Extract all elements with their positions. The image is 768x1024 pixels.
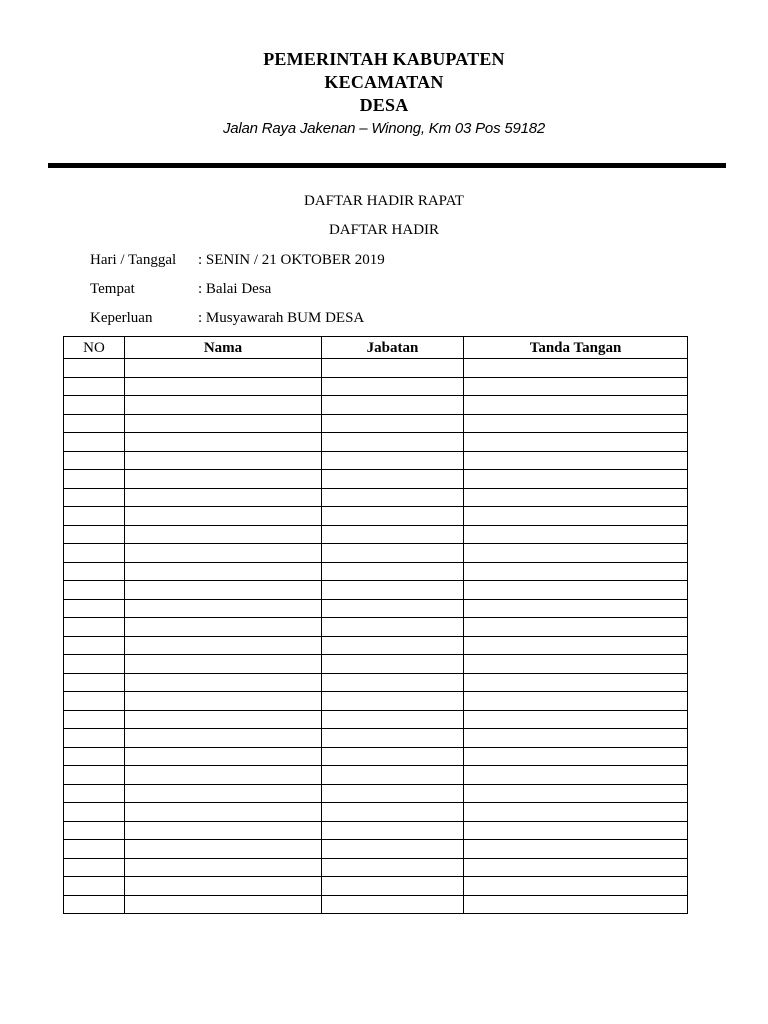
cell-position: [322, 470, 464, 489]
column-header-signature: Tanda Tangan: [464, 337, 688, 359]
table-row: [64, 470, 688, 489]
attendance-table: [63, 336, 688, 914]
cell-position: [322, 877, 464, 896]
cell-no: [64, 599, 125, 618]
cell-no: [64, 784, 125, 803]
cell-signature: [464, 581, 688, 600]
document-title: DAFTAR HADIR RAPAT: [304, 193, 464, 209]
table-row: [64, 544, 688, 563]
attendance-rows: [64, 359, 688, 914]
cell-position: [322, 729, 464, 748]
cell-name: [125, 618, 322, 637]
cell-signature: [464, 544, 688, 563]
cell-signature: [464, 451, 688, 470]
cell-signature: [464, 507, 688, 526]
cell-position: [322, 766, 464, 785]
cell-signature: [464, 618, 688, 637]
cell-signature: [464, 488, 688, 507]
cell-signature: [464, 655, 688, 674]
table-row: [64, 618, 688, 637]
cell-position: [322, 488, 464, 507]
cell-position: [322, 673, 464, 692]
cell-no: [64, 525, 125, 544]
cell-position: [322, 655, 464, 674]
table-row: [64, 784, 688, 803]
letterhead: [0, 48, 768, 140]
letterhead-government: PEMERINTAH KABUPATEN: [263, 49, 505, 69]
cell-position: [322, 784, 464, 803]
meeting-date-value: : SENIN / 21 OKTOBER 2019: [198, 252, 385, 268]
table-row: [64, 821, 688, 840]
cell-position: [322, 544, 464, 563]
cell-signature: [464, 562, 688, 581]
table-row: [64, 655, 688, 674]
cell-signature: [464, 877, 688, 896]
meeting-purpose-row: [90, 306, 385, 335]
cell-position: [322, 359, 464, 378]
cell-position: [322, 747, 464, 766]
table-row: [64, 858, 688, 877]
table-row: [64, 599, 688, 618]
table-row: [64, 747, 688, 766]
cell-signature: [464, 784, 688, 803]
cell-signature: [464, 396, 688, 415]
cell-no: [64, 858, 125, 877]
cell-name: [125, 877, 322, 896]
cell-no: [64, 581, 125, 600]
letterhead-address: Jalan Raya Jakenan – Winong, Km 03 Pos 59182: [222, 120, 546, 137]
cell-name: [125, 451, 322, 470]
cell-signature: [464, 525, 688, 544]
cell-signature: [464, 377, 688, 396]
cell-position: [322, 710, 464, 729]
cell-name: [125, 377, 322, 396]
cell-position: [322, 821, 464, 840]
cell-signature: [464, 673, 688, 692]
cell-no: [64, 636, 125, 655]
meeting-purpose-value: : Musyawarah BUM DESA: [198, 310, 365, 326]
cell-signature: [464, 729, 688, 748]
cell-position: [322, 525, 464, 544]
cell-signature: [464, 803, 688, 822]
cell-name: [125, 581, 322, 600]
cell-name: [125, 488, 322, 507]
table-row: [64, 673, 688, 692]
letterhead-divider: [48, 163, 726, 168]
cell-name: [125, 470, 322, 489]
table-row: [64, 636, 688, 655]
table-row: [64, 433, 688, 452]
cell-position: [322, 692, 464, 711]
cell-no: [64, 710, 125, 729]
meeting-purpose-label: Keperluan: [90, 310, 153, 326]
cell-name: [125, 729, 322, 748]
meeting-date-row: [90, 248, 385, 277]
cell-position: [322, 895, 464, 914]
table-row: [64, 488, 688, 507]
cell-name: [125, 433, 322, 452]
table-row: [64, 525, 688, 544]
cell-no: [64, 433, 125, 452]
cell-signature: [464, 599, 688, 618]
cell-name: [125, 803, 322, 822]
cell-name: [125, 655, 322, 674]
cell-name: [125, 525, 322, 544]
cell-name: [125, 673, 322, 692]
cell-no: [64, 377, 125, 396]
meeting-place-value: : Balai Desa: [198, 281, 272, 297]
cell-position: [322, 636, 464, 655]
column-header-name: Nama: [125, 337, 322, 359]
table-row: [64, 803, 688, 822]
cell-name: [125, 766, 322, 785]
cell-no: [64, 618, 125, 637]
cell-signature: [464, 747, 688, 766]
table-row: [64, 895, 688, 914]
cell-position: [322, 433, 464, 452]
meeting-details: [90, 248, 385, 335]
cell-signature: [464, 821, 688, 840]
cell-position: [322, 507, 464, 526]
attendance-header-row: [64, 337, 688, 359]
cell-no: [64, 359, 125, 378]
cell-name: [125, 895, 322, 914]
cell-name: [125, 784, 322, 803]
cell-no: [64, 544, 125, 563]
cell-position: [322, 396, 464, 415]
column-header-no: NO: [64, 337, 125, 359]
table-row: [64, 414, 688, 433]
cell-no: [64, 673, 125, 692]
cell-no: [64, 451, 125, 470]
cell-name: [125, 359, 322, 378]
cell-name: [125, 562, 322, 581]
meeting-place-label: Tempat: [90, 281, 135, 297]
cell-name: [125, 821, 322, 840]
cell-signature: [464, 470, 688, 489]
cell-signature: [464, 359, 688, 378]
cell-position: [322, 803, 464, 822]
cell-no: [64, 877, 125, 896]
table-row: [64, 359, 688, 378]
table-row: [64, 729, 688, 748]
cell-signature: [464, 692, 688, 711]
cell-signature: [464, 414, 688, 433]
cell-signature: [464, 433, 688, 452]
cell-position: [322, 414, 464, 433]
table-row: [64, 692, 688, 711]
cell-no: [64, 729, 125, 748]
cell-no: [64, 655, 125, 674]
cell-position: [322, 377, 464, 396]
meeting-place-row: [90, 277, 385, 306]
column-header-position: Jabatan: [322, 337, 464, 359]
cell-name: [125, 840, 322, 859]
cell-name: [125, 544, 322, 563]
cell-name: [125, 396, 322, 415]
meeting-date-label: Hari / Tanggal: [90, 252, 177, 268]
cell-position: [322, 858, 464, 877]
cell-no: [64, 766, 125, 785]
cell-no: [64, 396, 125, 415]
cell-position: [322, 599, 464, 618]
cell-no: [64, 488, 125, 507]
cell-signature: [464, 858, 688, 877]
cell-no: [64, 414, 125, 433]
cell-no: [64, 895, 125, 914]
cell-no: [64, 821, 125, 840]
cell-name: [125, 747, 322, 766]
cell-name: [125, 414, 322, 433]
table-row: [64, 451, 688, 470]
table-row: [64, 562, 688, 581]
cell-position: [322, 451, 464, 470]
table-row: [64, 840, 688, 859]
letterhead-village: DESA: [359, 95, 409, 115]
table-row: [64, 507, 688, 526]
cell-name: [125, 710, 322, 729]
cell-position: [322, 562, 464, 581]
letterhead-district: KECAMATAN: [324, 72, 444, 92]
document-titles: [0, 190, 768, 248]
cell-no: [64, 692, 125, 711]
cell-no: [64, 562, 125, 581]
cell-signature: [464, 895, 688, 914]
cell-position: [322, 840, 464, 859]
cell-no: [64, 470, 125, 489]
document-subtitle: DAFTAR HADIR: [328, 222, 440, 238]
cell-position: [322, 618, 464, 637]
cell-name: [125, 858, 322, 877]
cell-name: [125, 599, 322, 618]
cell-name: [125, 692, 322, 711]
table-row: [64, 766, 688, 785]
cell-no: [64, 840, 125, 859]
cell-no: [64, 507, 125, 526]
cell-signature: [464, 710, 688, 729]
table-row: [64, 396, 688, 415]
table-row: [64, 877, 688, 896]
cell-name: [125, 636, 322, 655]
cell-no: [64, 747, 125, 766]
table-row: [64, 581, 688, 600]
table-row: [64, 710, 688, 729]
cell-position: [322, 581, 464, 600]
table-row: [64, 377, 688, 396]
cell-name: [125, 507, 322, 526]
cell-signature: [464, 766, 688, 785]
cell-signature: [464, 840, 688, 859]
cell-signature: [464, 636, 688, 655]
cell-no: [64, 803, 125, 822]
